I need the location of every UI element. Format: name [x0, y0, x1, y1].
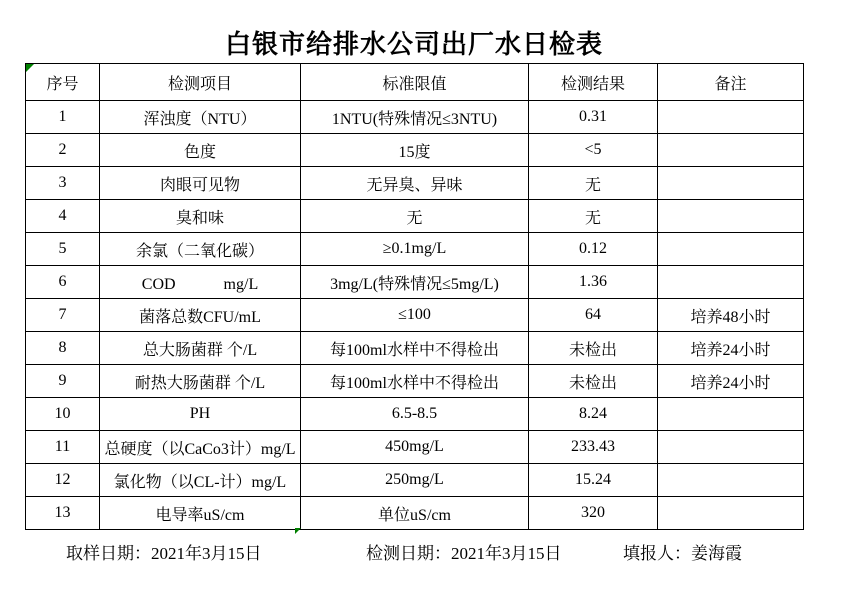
cell-item: 总大肠菌群 个/L: [100, 332, 301, 365]
cell-item: 浑浊度（NTU）: [100, 101, 301, 134]
cell-no: 9: [26, 365, 100, 398]
cell-note: [658, 464, 804, 497]
table-row: [26, 299, 804, 332]
testing-date: 检测日期：2021年3月15日: [366, 544, 562, 563]
cell-limit: 每100ml水样中不得检出: [301, 332, 529, 365]
table-row: [26, 266, 804, 299]
table-row: [26, 200, 804, 233]
cell-result: 0.12: [529, 233, 658, 266]
inspection-table: [25, 63, 804, 530]
cell-note: [658, 200, 804, 233]
table-row: [26, 134, 804, 167]
cell-no: 7: [26, 299, 100, 332]
cell-result: 233.43: [529, 431, 658, 464]
table-row: [26, 398, 804, 431]
cell-error-flag-icon: [26, 64, 34, 72]
table-body: [26, 101, 804, 530]
table-row: [26, 332, 804, 365]
cell-note: [658, 431, 804, 464]
footer: [0, 539, 846, 561]
cell-no: 6: [26, 266, 100, 299]
cell-note: 培养24小时: [658, 332, 804, 365]
table-row: [26, 101, 804, 134]
table-row: [26, 365, 804, 398]
reporter-name: 填报人：姜海霞: [623, 544, 742, 563]
cell-no: 2: [26, 134, 100, 167]
table-header: [26, 64, 804, 101]
cell-note: [658, 497, 804, 530]
cell-limit: 1NTU(特殊情况≤3NTU): [301, 101, 529, 134]
cell-no: 12: [26, 464, 100, 497]
cell-no: 13: [26, 497, 100, 530]
cell-item: 余氯（二氧化碳）: [100, 233, 301, 266]
cell-limit: ≤100: [301, 299, 529, 332]
cell-note: [658, 134, 804, 167]
cell-item: PH: [100, 398, 301, 431]
cell-item: 色度: [100, 134, 301, 167]
cell-limit: 无: [301, 200, 529, 233]
cell-limit: 450mg/L: [301, 431, 529, 464]
cell-result: 未检出: [529, 332, 658, 365]
cell-result: 8.24: [529, 398, 658, 431]
cell-item: 耐热大肠菌群 个/L: [100, 365, 301, 398]
cell-no: 5: [26, 233, 100, 266]
cell-item: 氯化物（以CL-计）mg/L: [100, 464, 301, 497]
cell-result: 未检出: [529, 365, 658, 398]
header-cell-note: 备注: [658, 64, 804, 101]
cell-limit: 单位uS/cm: [301, 497, 529, 530]
cell-limit: 15度: [301, 134, 529, 167]
header-cell-result: 检测结果: [529, 64, 658, 101]
header-label-no: 序号: [46, 75, 79, 93]
table-row: [26, 233, 804, 266]
table-row: [26, 464, 804, 497]
cell-note: 培养24小时: [658, 365, 804, 398]
cell-result: 无: [529, 167, 658, 200]
header-cell-item: 检测项目: [100, 64, 301, 101]
cell-limit: ≥0.1mg/L: [301, 233, 529, 266]
cell-marker-icon: [295, 528, 301, 534]
cell-result: 无: [529, 200, 658, 233]
cell-result: <5: [529, 134, 658, 167]
cell-result: 1.36: [529, 266, 658, 299]
cell-item: 菌落总数CFU/mL: [100, 299, 301, 332]
cell-item: COD mg/L: [100, 266, 301, 299]
page-title: 白银市给排水公司出厂水日检表: [224, 29, 603, 59]
cell-no: 10: [26, 398, 100, 431]
cell-note: [658, 233, 804, 266]
cell-no: 8: [26, 332, 100, 365]
cell-limit: 250mg/L: [301, 464, 529, 497]
cell-note: [658, 398, 804, 431]
cell-result: 320: [529, 497, 658, 530]
cell-limit: 6.5-8.5: [301, 398, 529, 431]
cell-note: 培养48小时: [658, 299, 804, 332]
cell-note: [658, 167, 804, 200]
cell-item: 总硬度（以CaCo3计）mg/L: [100, 431, 301, 464]
cell-no: 4: [26, 200, 100, 233]
cell-note: [658, 101, 804, 134]
cell-result: 64: [529, 299, 658, 332]
table-row: [26, 431, 804, 464]
cell-result: 0.31: [529, 101, 658, 134]
cell-no: 11: [26, 431, 100, 464]
table-row: [26, 497, 804, 530]
cell-limit: 无异臭、异味: [301, 167, 529, 200]
cell-item: 电导率uS/cm: [100, 497, 301, 530]
cell-limit: 每100ml水样中不得检出: [301, 365, 529, 398]
header-cell-no: [26, 64, 100, 101]
cell-item: 臭和味: [100, 200, 301, 233]
cell-note: [658, 266, 804, 299]
sampling-date: 取样日期：2021年3月15日: [66, 544, 262, 563]
cell-no: 3: [26, 167, 100, 200]
cell-limit: 3mg/L(特殊情况≤5mg/L): [301, 266, 529, 299]
cell-result: 15.24: [529, 464, 658, 497]
cell-item: 肉眼可见物: [100, 167, 301, 200]
header-row: [26, 64, 804, 101]
table-row: [26, 167, 804, 200]
header-cell-limit: 标准限值: [301, 64, 529, 101]
cell-no: 1: [26, 101, 100, 134]
